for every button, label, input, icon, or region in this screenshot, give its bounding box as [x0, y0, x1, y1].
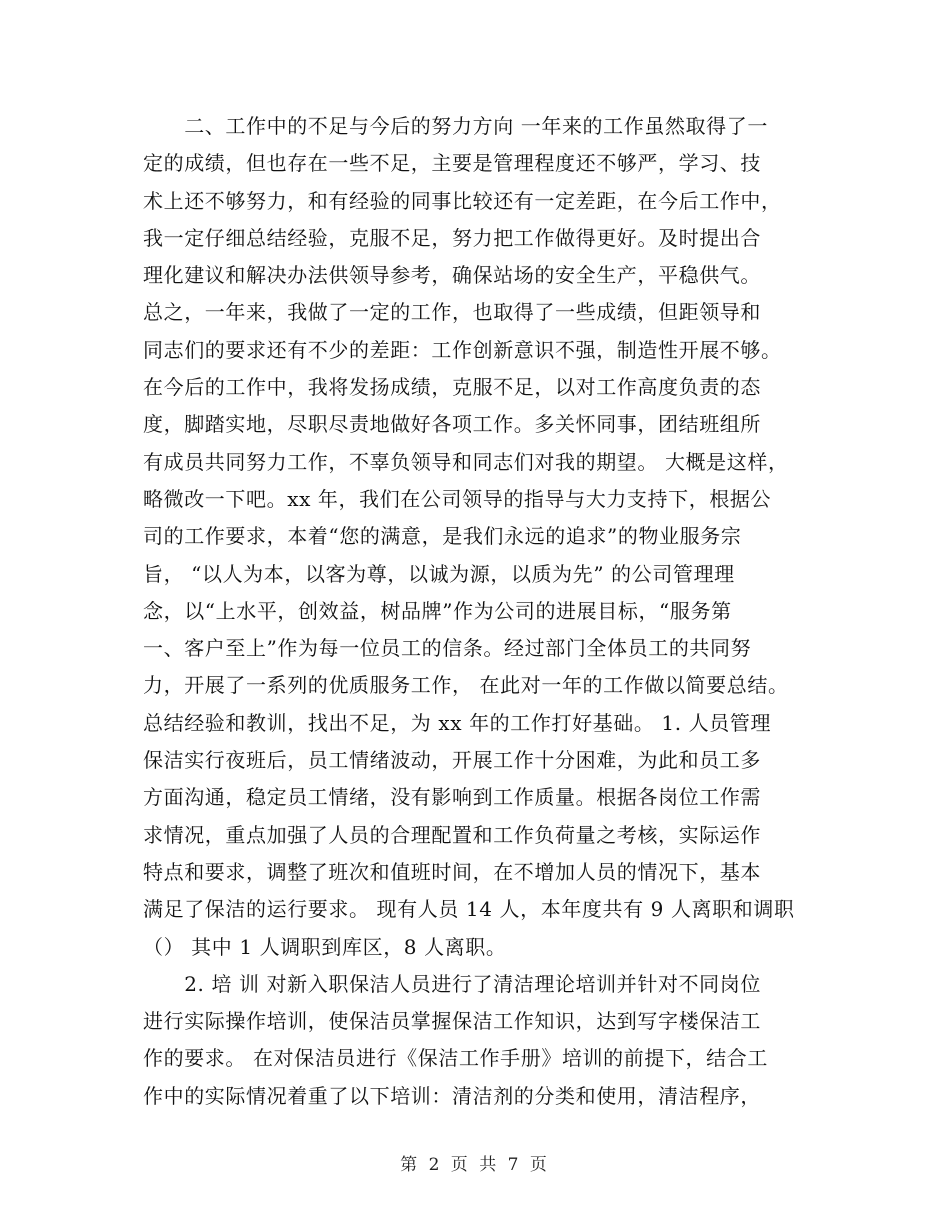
- text-line: 我一定仔细总结经验，克服不足，努力把工作做得更好。及时提出合: [143, 225, 761, 250]
- text-line: 定的成绩，但也存在一些不足，主要是管理程度还不够严，学习、技: [143, 151, 761, 176]
- page-footer: 第 2 页 共 7 页: [400, 1155, 550, 1175]
- text-line: 一、客户至上”作为每一位员工的信条。经过部门全体员工的共同努: [143, 636, 752, 661]
- text-line: 方面沟通，稳定员工情绪，没有影响到工作质量。根据各岗位工作需: [143, 785, 761, 810]
- text-line: 有成员共同努力工作，不辜负领导和同志们对我的期望。 大概是这样，: [143, 449, 789, 474]
- text-line: 念，以“上水平，创效益，树品牌”作为公司的进展目标，“服务第: [143, 598, 732, 623]
- text-line: （） 其中 1 人调职到库区，8 人离职。: [143, 934, 507, 959]
- text-line: 满足了保洁的运行要求。 现有人员 14 人，本年度共有 9 人离职和调职: [143, 897, 795, 922]
- text-line: 度，脚踏实地，尽职尽责地做好各项工作。多关怀同事，团结班组所: [143, 412, 761, 437]
- body-text: [143, 108, 823, 1115]
- text-line: 术上还不够努力，和有经验的同事比较还有一定差距，在今后工作中，: [143, 188, 782, 213]
- text-line: 在今后的工作中，我将发扬成绩，克服不足，以对工作高度负责的态: [143, 375, 761, 400]
- text-line: 保洁实行夜班后，员工情绪波动，开展工作十分困难，为此和员工多: [143, 748, 761, 773]
- text-line: 总结经验和教训，找出不足，为 xx 年的工作打好基础。 1. 人员管理: [143, 710, 772, 735]
- text-line: 同志们的要求还有不少的差距：工作创新意识不强，制造性开展不够。: [143, 337, 782, 362]
- text-line: 力，开展了一系列的优质服务工作， 在此对一年的工作做以简要总结。: [143, 673, 789, 698]
- text-line: 理化建议和解决办法供领导参考，确保站场的安全生产，平稳供气。: [143, 263, 761, 288]
- text-line: 作的要求。 在对保洁员进行《保洁工作手册》培训的前提下，结合工: [143, 1046, 768, 1071]
- text-line: 司的工作要求，本着“您的满意，是我们永远的追求”的物业服务宗: [143, 524, 742, 549]
- text-line: 总之，一年来，我做了一定的工作，也取得了一些成绩，但距领导和: [143, 300, 761, 325]
- text-line: 略微改一下吧。xx 年，我们在公司领导的指导与大力支持下，根据公: [143, 486, 772, 511]
- text-line: 求情况，重点加强了人员的合理配置和工作负荷量之考核，实际运作: [143, 822, 761, 847]
- text-line: 旨， “以人为本，以客为尊，以诚为源，以质为先” 的公司管理理: [143, 561, 735, 586]
- text-line: 2. 培 训 对新入职保洁人员进行了清洁理论培训并针对不同岗位: [143, 971, 761, 996]
- text-line: 特点和要求，调整了班次和值班时间，在不增加人员的情况下，基本: [143, 859, 761, 884]
- text-line: 二、工作中的不足与今后的努力方向 一年来的工作虽然取得了一: [143, 114, 768, 138]
- text-line: 进行实际操作培训，使保洁员掌握保洁工作知识，达到写字楼保洁工: [143, 1009, 761, 1034]
- text-line: 作中的实际情况着重了以下培训：清洁剂的分类和使用，清洁程序，: [143, 1083, 761, 1108]
